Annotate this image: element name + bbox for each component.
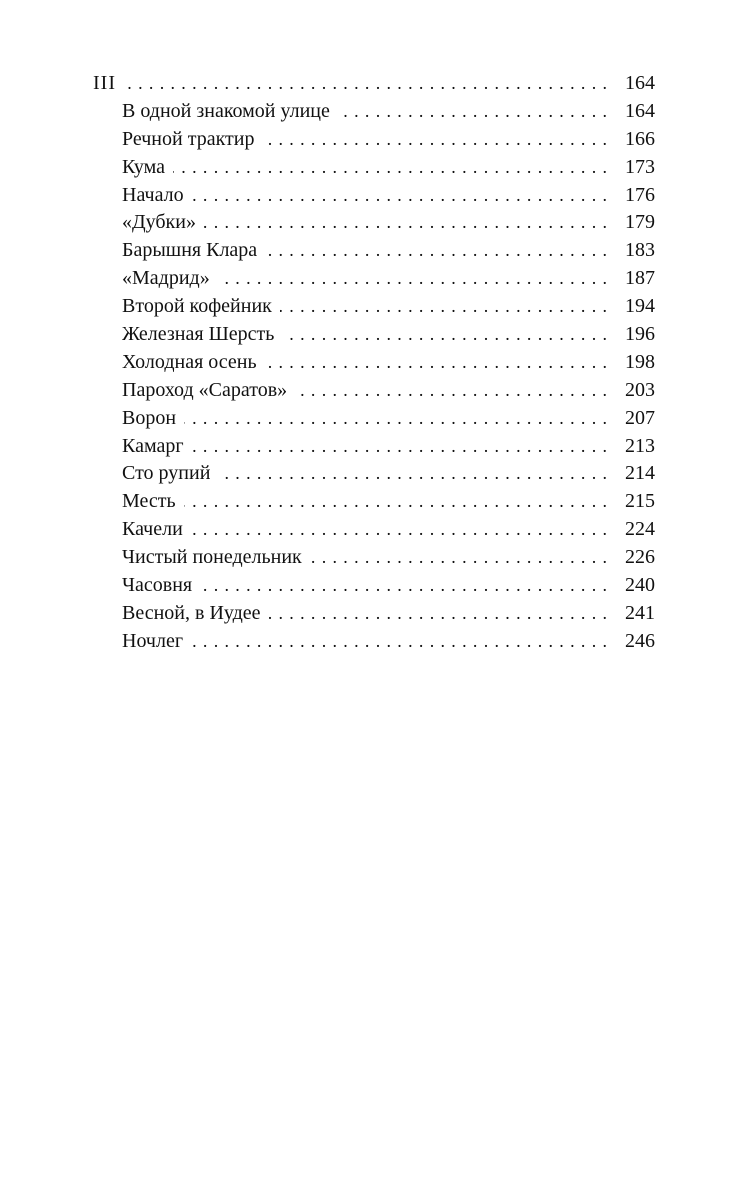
dot-leader	[265, 349, 607, 377]
toc-entry-title: Холодная осень	[122, 350, 257, 373]
dot-leader	[192, 182, 607, 210]
toc-entry-title: «Дубки»	[122, 211, 196, 234]
toc-entry-title: Часовня	[122, 574, 193, 597]
toc-entry-title: В одной знакомой улице	[122, 99, 330, 122]
toc-entry-page-number: 198	[625, 350, 655, 373]
dot-leader	[269, 600, 607, 628]
toc-entry-page-number: 224	[625, 518, 655, 541]
toc-entry[interactable]	[93, 98, 655, 126]
toc-entry-title: «Мадрид»	[122, 267, 210, 290]
toc-entry-page-number: 214	[625, 462, 655, 485]
toc-entry-page-number: 187	[625, 267, 655, 290]
toc-entry[interactable]	[93, 544, 655, 572]
toc-section-page-number: 164	[625, 72, 655, 94]
dot-leader	[338, 98, 607, 126]
toc-entry-title: Месть	[122, 490, 176, 513]
toc-entry-page-number: 203	[625, 378, 655, 401]
toc-entry-page-number: 179	[625, 211, 655, 234]
toc-entry-page-number: 213	[625, 434, 655, 457]
toc-entry-title: Ночлег	[122, 629, 184, 652]
dot-leader	[282, 321, 607, 349]
toc-entry-page-number: 173	[625, 155, 655, 178]
dot-leader	[173, 154, 607, 182]
toc-entry-title: Второй кофейник	[122, 295, 272, 318]
toc-entry-page-number: 166	[625, 127, 655, 150]
toc-entry[interactable]	[93, 488, 655, 516]
toc-entry-page-number: 226	[625, 546, 655, 569]
toc-entry[interactable]	[93, 154, 655, 182]
dot-leader	[191, 516, 607, 544]
toc-entry-page-number: 176	[625, 183, 655, 206]
toc-entry-page-number: 241	[625, 601, 655, 624]
toc-entry[interactable]	[93, 237, 655, 265]
dot-leader	[191, 628, 607, 656]
table-of-contents	[93, 70, 655, 656]
dot-leader	[204, 209, 607, 237]
toc-entry-title: Ворон	[122, 406, 177, 429]
dot-leader	[192, 433, 607, 461]
toc-entry[interactable]	[93, 182, 655, 210]
toc-entry-page-number: 207	[625, 406, 655, 429]
toc-entry-title: Сто рупий	[122, 462, 211, 485]
toc-entry-title: Кума	[122, 155, 165, 178]
dot-leader	[265, 237, 607, 265]
toc-entry-title: Барышня Клара	[122, 239, 258, 262]
dot-leader	[262, 126, 607, 154]
toc-entry[interactable]	[93, 321, 655, 349]
toc-entry-title: Качели	[122, 518, 183, 541]
toc-entry-page-number: 183	[625, 239, 655, 262]
toc-entry[interactable]	[93, 600, 655, 628]
toc-entry-title: Камарг	[122, 434, 184, 457]
toc-entry[interactable]	[93, 405, 655, 433]
toc-entry-title: Железная Шерсть	[122, 323, 275, 346]
toc-entry-page-number: 215	[625, 490, 655, 513]
toc-entry-title: Пароход «Саратов»	[122, 378, 288, 401]
dot-leader	[280, 293, 607, 321]
toc-entry-title: Весной, в Иудее	[122, 601, 261, 624]
dot-leader	[218, 460, 607, 488]
toc-entry[interactable]	[93, 377, 655, 405]
toc-entry[interactable]	[93, 572, 655, 600]
toc-entry[interactable]	[93, 126, 655, 154]
toc-entry-page-number: 246	[625, 629, 655, 652]
dot-leader	[124, 70, 607, 98]
toc-entry[interactable]	[93, 209, 655, 237]
toc-entry-page-number: 240	[625, 574, 655, 597]
toc-section-title: III	[93, 72, 116, 94]
toc-section-row	[93, 70, 655, 98]
toc-entry-title: Начало	[122, 183, 184, 206]
dot-leader	[310, 544, 607, 572]
toc-entry[interactable]	[93, 293, 655, 321]
toc-entry[interactable]	[93, 516, 655, 544]
dot-leader	[184, 488, 607, 516]
toc-entry-page-number: 164	[625, 99, 655, 122]
toc-entry-title: Чистый понедельник	[122, 546, 302, 569]
dot-leader	[200, 572, 607, 600]
dot-leader	[184, 405, 607, 433]
dot-leader	[218, 265, 607, 293]
toc-entry-title: Речной трактир	[122, 127, 255, 150]
dot-leader	[295, 377, 607, 405]
toc-entry[interactable]	[93, 433, 655, 461]
toc-entry[interactable]	[93, 349, 655, 377]
toc-entry-page-number: 196	[625, 323, 655, 346]
toc-entry[interactable]	[93, 460, 655, 488]
toc-entry[interactable]	[93, 628, 655, 656]
toc-entry[interactable]	[93, 265, 655, 293]
toc-entry-page-number: 194	[625, 295, 655, 318]
